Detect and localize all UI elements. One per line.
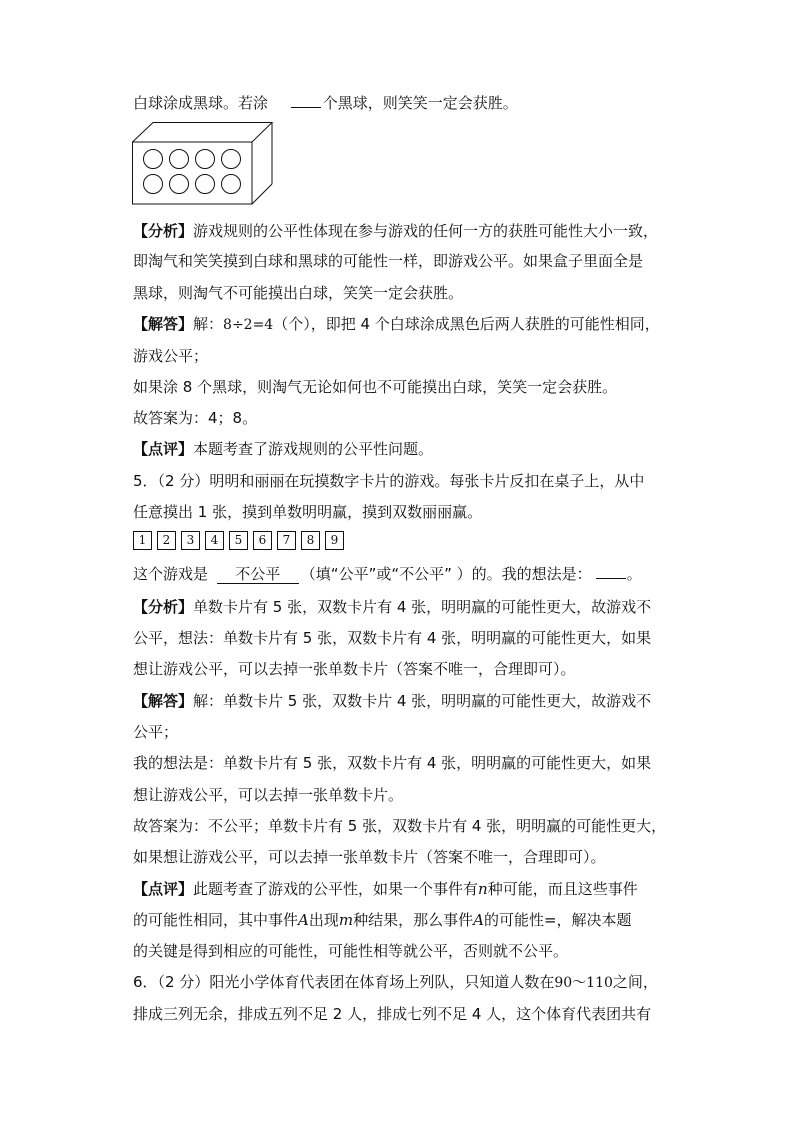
math-variable: m xyxy=(338,911,354,929)
number-card: 7 xyxy=(277,531,296,550)
q4-comment xyxy=(133,439,433,459)
ball xyxy=(222,150,241,169)
math-variable: A xyxy=(473,911,484,929)
answer-text: （个），即把 4 个白球涂成黑色后两人获胜的可能性相同， xyxy=(273,315,660,333)
q4-line1-text-post: 个黑球，则笑笑一定会获胜。 xyxy=(322,94,518,112)
math-variable: n xyxy=(478,880,488,898)
comment-tag: 【点评】 xyxy=(133,440,194,458)
answer-text: 解： xyxy=(193,315,224,333)
q5-idea-blank[interactable] xyxy=(596,578,626,579)
q4-answer-2: 游戏公平； xyxy=(133,347,209,365)
math-range: 90～110 xyxy=(554,975,613,991)
comment-tag: 【点评】 xyxy=(133,880,194,898)
math-expression: 8÷2=4 xyxy=(223,317,274,333)
q5-stem-2: 任意摸出 1 张，摸到单数明明赢，摸到双数丽丽赢。 xyxy=(133,503,483,521)
number-card: 6 xyxy=(253,531,272,550)
q4-answer-blank[interactable] xyxy=(291,107,321,108)
analysis-tag: 【分析】 xyxy=(133,222,194,240)
comment-text: 的可能性=，解决本题 xyxy=(483,911,632,929)
q5-answer-blank[interactable]: 不公平 xyxy=(217,565,299,584)
number-card: 4 xyxy=(205,531,224,550)
answer-tag: 【解答】 xyxy=(133,692,194,710)
q4-analysis-1 xyxy=(133,221,658,241)
q4-analysis-3: 黑球，则淘气不可能摸出白球，笑笑一定会获胜。 xyxy=(133,284,464,302)
q6-stem-2: 排成三列无余，排成五列不足 2 人，排成七列不足 4 人，这个体育代表团共有 xyxy=(133,1005,652,1023)
fill-text: （填“公平”或“不公平” ）的。我的想法是： xyxy=(300,565,592,583)
q5-answer-2: 公平； xyxy=(133,723,179,741)
analysis-text: 单数卡片有 5 张，双数卡片有 4 张，明明赢的可能性更大，故游戏不 xyxy=(193,598,652,616)
ball xyxy=(196,175,215,194)
q5-analysis-1 xyxy=(133,597,651,617)
comment-text: 种结果，那么事件 xyxy=(353,911,474,929)
q4-line1-text: 白球涂成黑球。若涂 xyxy=(133,94,269,112)
comment-text: 种可能，而且这些事件 xyxy=(487,880,638,898)
q6-text: 6．（2 分）阳光小学体育代表团在体育场上列队，只知道人数在 xyxy=(133,973,555,991)
ball xyxy=(144,175,163,194)
comment-text: 的可能性相同，其中事件 xyxy=(133,911,299,929)
ball xyxy=(196,150,215,169)
q5-answer-1 xyxy=(133,691,651,711)
comment-text: 本题考查了游戏规则的公平性问题。 xyxy=(193,440,434,458)
fill-text: 。 xyxy=(626,565,642,583)
q5-comment-1 xyxy=(133,879,638,899)
math-variable: A xyxy=(298,911,309,929)
number-card: 9 xyxy=(325,531,344,550)
q5-comment-3: 的关键是得到相应的可能性，可能性相等就公平，否则就不公平。 xyxy=(133,942,569,960)
q5-analysis-2: 公平，想法：单数卡片有 5 张，双数卡片有 4 张，明明赢的可能性更大，如果 xyxy=(133,629,652,647)
ball xyxy=(222,175,241,194)
q5-analysis-3: 想让游戏公平，可以去掉一张单数卡片（答案不唯一，合理即可）。 xyxy=(133,660,576,678)
q4-line1 xyxy=(133,93,518,113)
q5-answer-5: 故答案为：不公平；单数卡片有 5 张，双数卡片有 4 张，明明赢的可能性更大， xyxy=(133,817,667,835)
q4-analysis-2: 即淘气和笑笑摸到白球和黑球的可能性一样，即游戏公平。如果盒子里面全是 xyxy=(133,252,644,270)
q5-answer-4: 想让游戏公平，可以去掉一张单数卡片。 xyxy=(133,786,404,804)
ball-box-figure xyxy=(132,122,274,206)
q5-answer-6: 如果想让游戏公平，可以去掉一张单数卡片（答案不唯一，合理即可）。 xyxy=(133,848,606,866)
analysis-tag: 【分析】 xyxy=(133,598,194,616)
comment-text: 此题考查了游戏的公平性，如果一个事件有 xyxy=(193,880,479,898)
number-card: 8 xyxy=(301,531,320,550)
answer-text: 解：单数卡片 5 张，双数卡片 4 张，明明赢的可能性更大，故游戏不 xyxy=(193,692,652,710)
answer-tag: 【解答】 xyxy=(133,315,194,333)
number-cards xyxy=(133,531,344,550)
analysis-text: 游戏规则的公平性体现在参与游戏的任何一方的获胜可能性大小一致， xyxy=(193,222,659,240)
ball xyxy=(144,150,163,169)
q5-fill-line xyxy=(133,564,642,584)
q5-comment-2 xyxy=(133,910,632,930)
number-card: 2 xyxy=(157,531,176,550)
ball xyxy=(170,175,189,194)
q4-answer-3: 如果涂 8 个黑球，则淘气无论如何也不可能摸出白球，笑笑一定会获胜。 xyxy=(133,378,618,396)
comment-text: 出现 xyxy=(308,911,339,929)
q6-text: 之间， xyxy=(612,973,658,991)
q4-answer-1 xyxy=(133,314,660,335)
number-card: 3 xyxy=(181,531,200,550)
q5-answer-3: 我的想法是：单数卡片有 5 张，双数卡片有 4 张，明明赢的可能性更大，如果 xyxy=(133,754,652,772)
ball xyxy=(170,150,189,169)
q4-answer-4: 故答案为：4；8。 xyxy=(133,409,258,427)
q5-stem-1: 5．（2 分）明明和丽丽在玩摸数字卡片的游戏。每张卡片反扣在桌子上，从中 xyxy=(133,472,645,490)
number-card: 1 xyxy=(133,531,152,550)
fill-text: 这个游戏是 xyxy=(133,565,209,583)
number-card: 5 xyxy=(229,531,248,550)
q6-stem-1 xyxy=(133,972,658,993)
